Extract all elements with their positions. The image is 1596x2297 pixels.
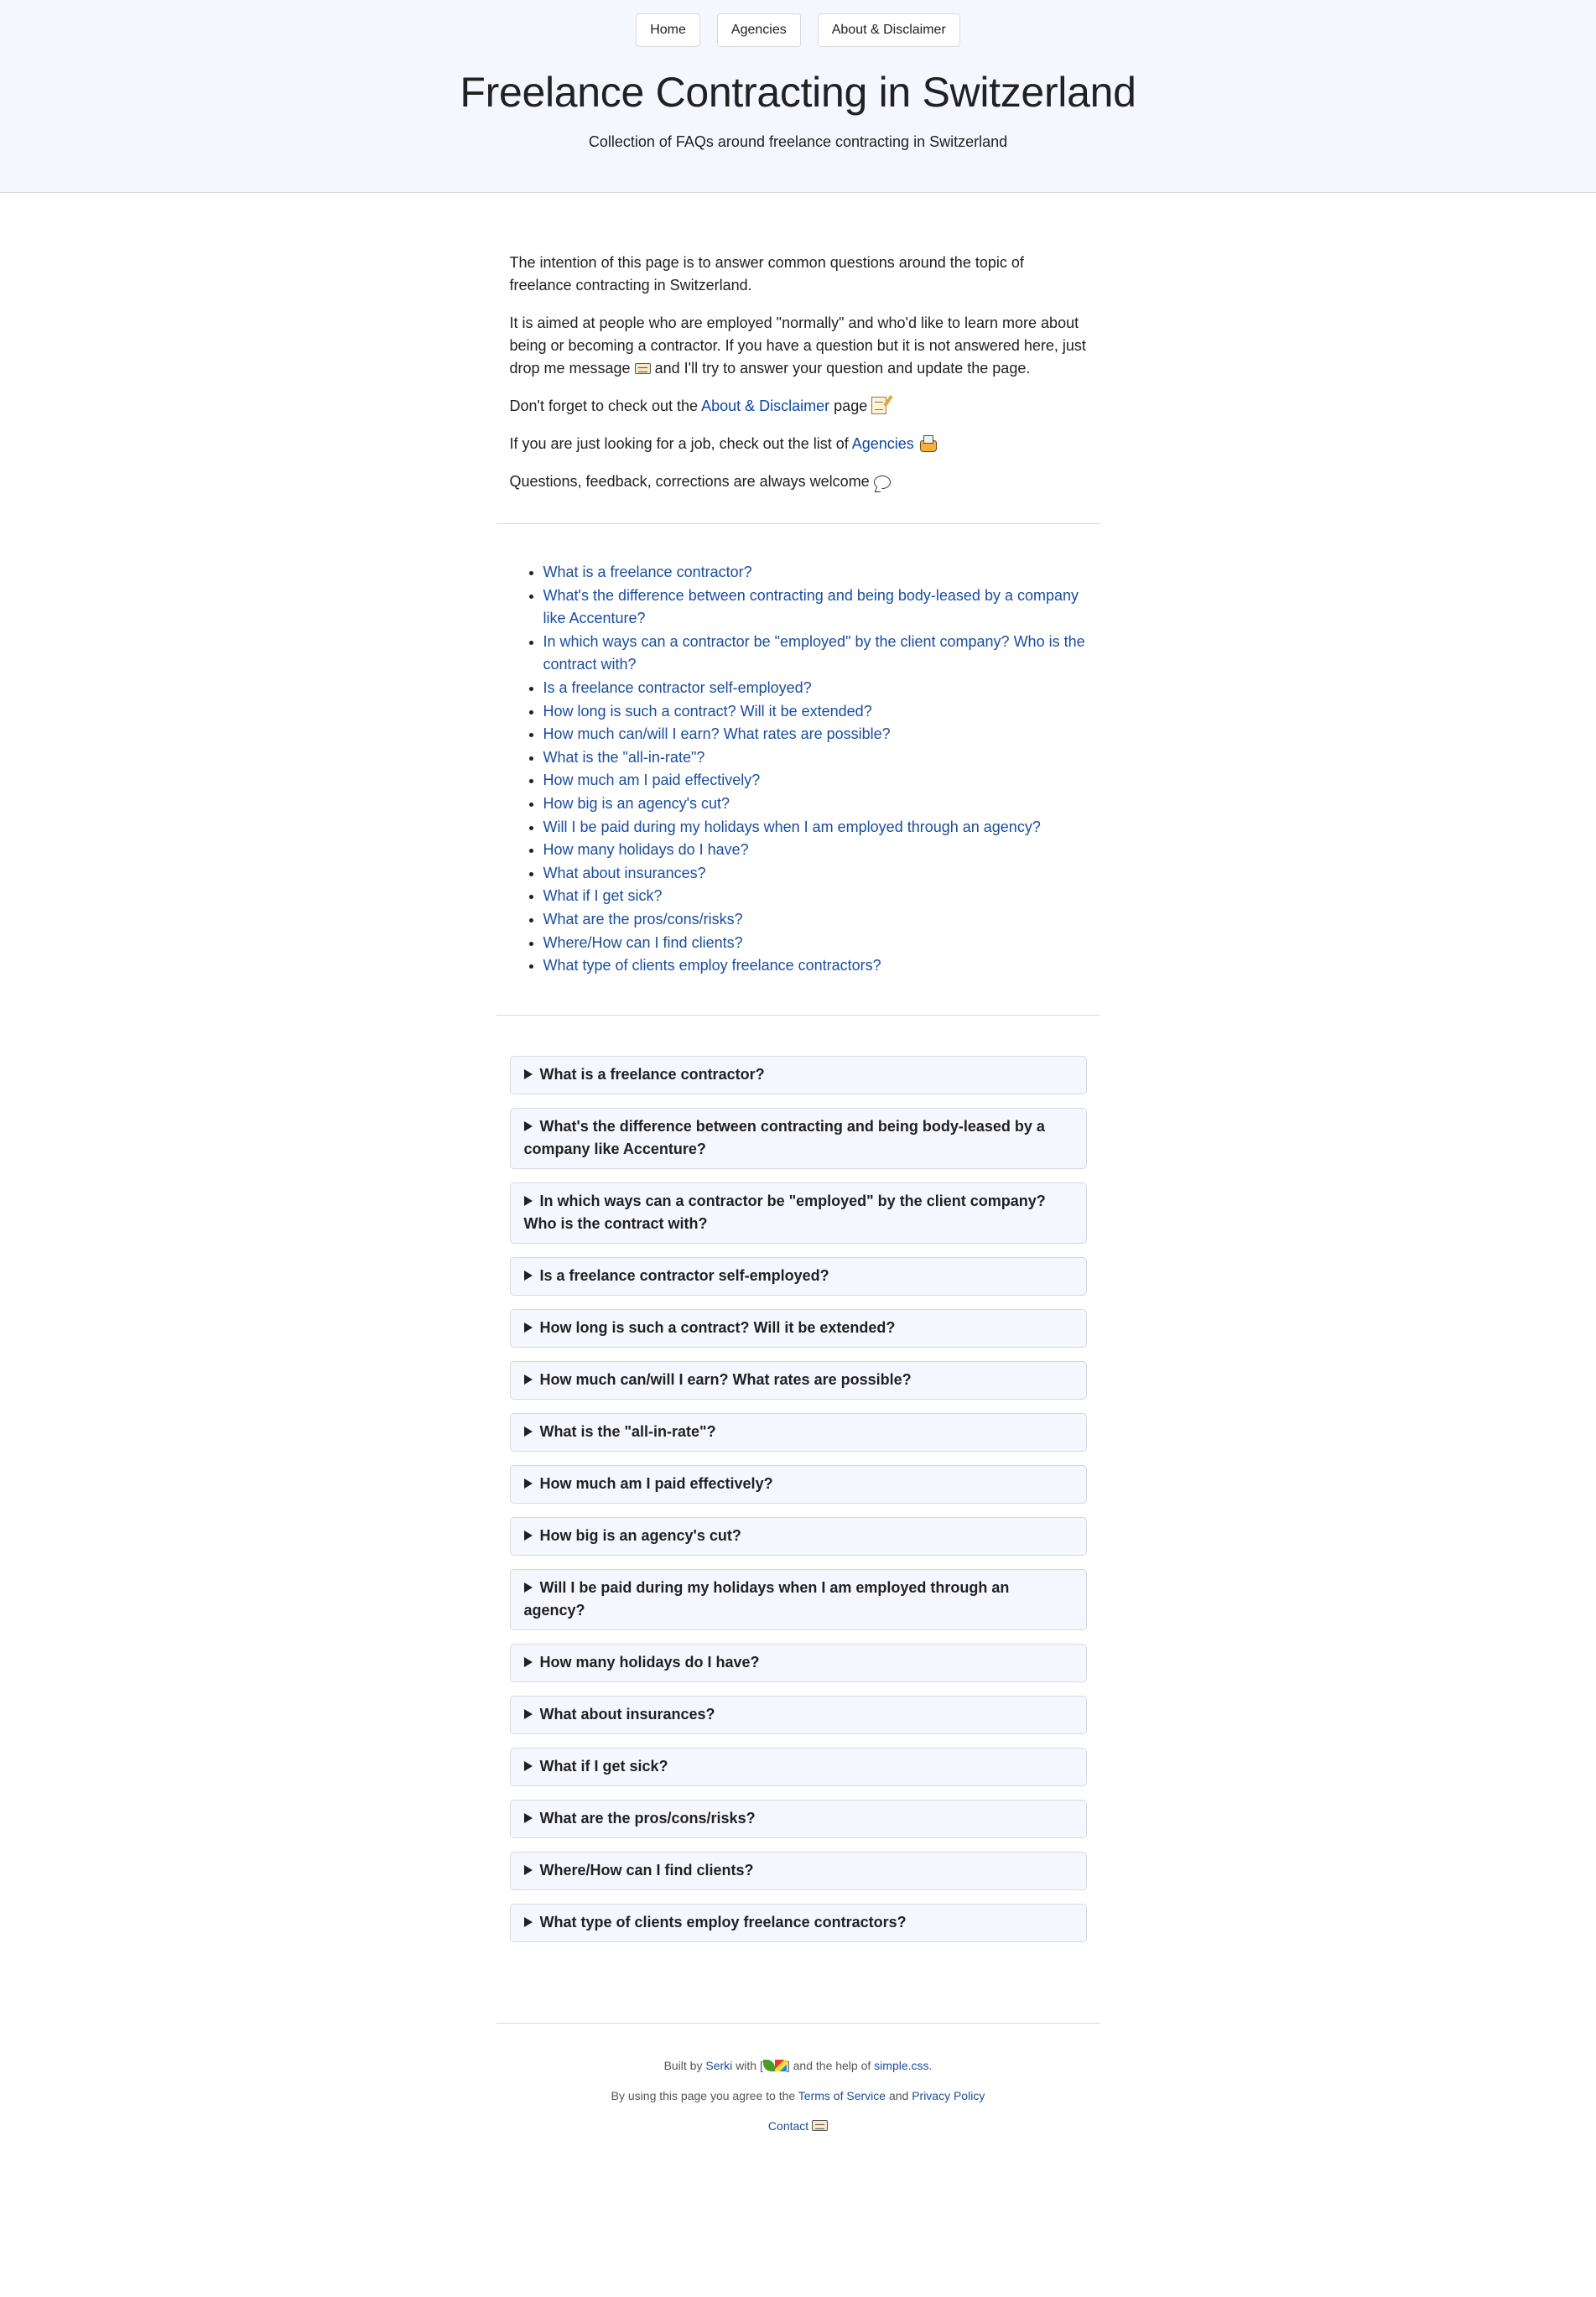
faq-question-toggle[interactable] xyxy=(511,1362,1086,1399)
terms-link[interactable]: Terms of Service xyxy=(798,2088,886,2102)
speech-bubble-icon xyxy=(874,476,891,489)
top-nav xyxy=(0,13,1596,47)
toc-item xyxy=(543,908,1087,932)
faq-question-text: How long is such a contract? Will it be extended? xyxy=(539,1318,896,1336)
intro-section xyxy=(496,252,1100,493)
page-subtitle: Collection of FAQs around freelance contracting in Switzerland xyxy=(588,133,1008,150)
faq-question-toggle[interactable] xyxy=(511,1645,1086,1681)
toc-item xyxy=(543,816,1087,839)
intro-paragraph-1: The intention of this page is to answer common questions around the topic of freelance contracting in Switzerland. xyxy=(509,254,1024,294)
faq-question-toggle[interactable] xyxy=(511,1801,1086,1837)
toc-item xyxy=(543,769,1087,793)
disclosure-triangle-icon xyxy=(524,1865,533,1875)
disclosure-triangle-icon xyxy=(524,1196,533,1206)
disclosure-triangle-icon xyxy=(524,1375,533,1385)
toc-item xyxy=(543,885,1087,908)
faq-question-toggle[interactable] xyxy=(511,1057,1086,1094)
faq-question-toggle[interactable] xyxy=(511,1570,1086,1629)
faq-item xyxy=(510,1361,1087,1400)
faq-item xyxy=(510,1465,1087,1504)
toc-link[interactable]: How many holidays do I have? xyxy=(543,841,749,859)
author-link[interactable]: Serki xyxy=(705,2058,733,2072)
toc-link[interactable]: How long is such a contract? Will it be extended? xyxy=(543,702,872,720)
disclosure-triangle-icon xyxy=(524,1761,533,1771)
nav-about-link[interactable]: About & Disclaimer xyxy=(818,13,960,47)
memo-icon xyxy=(871,397,886,414)
faq-question-toggle[interactable] xyxy=(511,1109,1086,1168)
toc-link[interactable]: What type of clients employ freelance contractors? xyxy=(543,957,881,974)
toc-link[interactable]: Is a freelance contractor self-employed? xyxy=(543,678,812,696)
faq-question-toggle[interactable] xyxy=(511,1749,1086,1785)
toc-item xyxy=(543,746,1087,770)
faq-question-text: What about insurances? xyxy=(539,1705,715,1723)
toc-link[interactable]: What about insurances? xyxy=(543,864,706,881)
faq-item xyxy=(510,1904,1087,1942)
leaf-icon xyxy=(763,2060,775,2071)
faq-item xyxy=(510,1108,1087,1169)
faq-question-text: What's the difference between contracting and being body-leased by a company like Accenture? xyxy=(523,1117,1045,1157)
contact-link[interactable]: Contact xyxy=(767,2118,809,2133)
disclosure-triangle-icon xyxy=(524,1709,533,1719)
toc-link[interactable]: What is the "all-in-rate"? xyxy=(543,748,705,766)
disclosure-triangle-icon xyxy=(524,1657,533,1667)
site-header xyxy=(0,0,1596,193)
faq-item xyxy=(510,1182,1087,1244)
faq-question-text: What is a freelance contractor? xyxy=(539,1065,765,1083)
disclosure-triangle-icon xyxy=(524,1427,533,1437)
faq-item xyxy=(510,1413,1087,1452)
flag-icon xyxy=(775,2060,787,2071)
faq-item xyxy=(510,1852,1087,1890)
faq-question-text: How much can/will I earn? What rates are possible? xyxy=(539,1370,912,1388)
intro-paragraph-4-text: If you are just looking for a job, check out the list of xyxy=(509,435,849,452)
intro-paragraph-3 xyxy=(510,395,1087,418)
faq-question-text: Where/How can I find clients? xyxy=(539,1861,754,1879)
faq-question-toggle[interactable] xyxy=(511,1258,1086,1295)
footer-help: ] and the help of xyxy=(786,2058,871,2072)
faq-question-text: How much am I paid effectively? xyxy=(539,1474,773,1492)
toc-link[interactable]: What are the pros/cons/risks? xyxy=(543,910,743,928)
faq-item xyxy=(510,1517,1087,1556)
faq-question-toggle[interactable] xyxy=(511,1310,1086,1347)
faq-item xyxy=(510,1569,1087,1630)
faq-question-toggle[interactable] xyxy=(511,1905,1086,1941)
intro-paragraph-2 xyxy=(510,312,1087,380)
privacy-link[interactable]: Privacy Policy xyxy=(912,2088,985,2102)
footer-with: with [ xyxy=(736,2058,763,2072)
nav-home-link[interactable]: Home xyxy=(636,13,700,47)
toc-link[interactable]: How much am I paid effectively? xyxy=(543,772,761,789)
faq-item xyxy=(510,1696,1087,1734)
site-footer xyxy=(496,2024,1100,2135)
main-content xyxy=(496,193,1100,2135)
faq-question-text: Is a freelance contractor self-employed? xyxy=(539,1266,829,1284)
faq-item xyxy=(510,1309,1087,1348)
toc-item xyxy=(543,561,1087,585)
toc-link[interactable]: How much can/will I earn? What rates are possible? xyxy=(543,725,891,743)
faq-item xyxy=(510,1644,1087,1682)
faq-question-text: In which ways can a contractor be "employed" by the client company? Who is the contract with? xyxy=(523,1192,1046,1232)
toc-item xyxy=(543,839,1087,862)
divider xyxy=(496,523,1100,524)
intro-paragraph-5 xyxy=(510,470,1087,493)
faq-question-toggle[interactable] xyxy=(511,1183,1086,1243)
nav-agencies-link[interactable]: Agencies xyxy=(717,13,801,47)
faq-item xyxy=(510,1800,1087,1838)
toc-item xyxy=(543,677,1087,700)
agencies-link[interactable]: Agencies xyxy=(851,435,914,452)
simplecss-link[interactable]: simple.css xyxy=(874,2058,929,2072)
faq-question-toggle[interactable] xyxy=(511,1414,1086,1451)
toc-item xyxy=(543,932,1087,955)
toc-item xyxy=(543,793,1087,816)
faq-item xyxy=(510,1056,1087,1094)
envelope-icon xyxy=(635,363,651,374)
faq-question-text: What type of clients employ freelance contractors? xyxy=(539,1913,907,1931)
handshake-icon xyxy=(918,435,937,452)
toc-item xyxy=(543,631,1087,677)
faq-accordion xyxy=(496,1016,1100,1942)
toc-item xyxy=(543,700,1087,724)
faq-question-text: How big is an agency's cut? xyxy=(539,1526,741,1544)
faq-question-toggle[interactable] xyxy=(511,1697,1086,1733)
footer-and: and xyxy=(888,2088,909,2102)
disclosure-triangle-icon xyxy=(524,1323,533,1333)
footer-contact xyxy=(496,2118,1100,2135)
faq-question-text: What are the pros/cons/risks? xyxy=(539,1809,756,1827)
toc-link[interactable]: In which ways can a contractor be "employed" by the client company? Who is the contract with? xyxy=(543,632,1085,673)
disclosure-triangle-icon xyxy=(524,1530,533,1541)
disclosure-triangle-icon xyxy=(524,1069,533,1079)
faq-table-of-contents xyxy=(496,561,1100,978)
faq-question-toggle[interactable] xyxy=(511,1853,1086,1889)
faq-question-text: What if I get sick? xyxy=(539,1757,668,1775)
disclosure-triangle-icon xyxy=(524,1813,533,1823)
intro-paragraph-4 xyxy=(510,433,1087,455)
faq-question-text: Will I be paid during my holidays when I am employed through an agency? xyxy=(523,1578,1010,1619)
faq-item xyxy=(510,1748,1087,1786)
toc-item xyxy=(543,723,1087,746)
disclosure-triangle-icon xyxy=(524,1271,533,1281)
disclosure-triangle-icon xyxy=(524,1121,533,1131)
toc-link[interactable]: Will I be paid during my holidays when I am employed through an agency? xyxy=(543,818,1041,835)
footer-period: . xyxy=(928,2058,933,2072)
faq-item xyxy=(510,1257,1087,1296)
about-disclaimer-link[interactable]: About & Disclaimer xyxy=(701,398,830,414)
toc-link[interactable]: What's the difference between contracting and being body-leased by a company like Accenture? xyxy=(543,586,1079,627)
page-title: Freelance Contracting in Switzerland xyxy=(460,69,1136,116)
intro-paragraph-2-text: It is aimed at people who are employed "normally" and who'd like to learn more about being or becoming a contractor. If you have a question but it is not answered here, just drop me message xyxy=(509,314,1086,377)
footer-agree: By using this page you agree to the xyxy=(611,2088,796,2102)
toc-item xyxy=(543,585,1087,631)
intro-paragraph-3-text: Don't forget to check out the xyxy=(509,398,699,414)
faq-question-text: How many holidays do I have? xyxy=(539,1653,760,1671)
toc-link[interactable]: How big is an agency's cut? xyxy=(543,794,730,812)
faq-question-toggle[interactable] xyxy=(511,1466,1086,1503)
toc-link[interactable]: Where/How can I find clients? xyxy=(543,933,743,951)
footer-built-by: Built by xyxy=(663,2058,703,2072)
disclosure-triangle-icon xyxy=(524,1917,533,1927)
footer-legal xyxy=(496,2087,1100,2105)
intro-paragraph-5-text: Questions, feedback, corrections are always welcome xyxy=(509,473,870,490)
faq-question-toggle[interactable] xyxy=(511,1518,1086,1555)
disclosure-triangle-icon xyxy=(524,1478,533,1489)
toc-item xyxy=(543,862,1087,886)
disclosure-triangle-icon xyxy=(524,1582,533,1593)
toc-link[interactable]: What is a freelance contractor? xyxy=(543,564,752,580)
intro-paragraph-2-tail: and I'll try to answer your question and update the page. xyxy=(654,360,1031,377)
envelope-icon xyxy=(812,2120,828,2131)
toc-link[interactable]: What if I get sick? xyxy=(543,887,663,905)
footer-credits xyxy=(496,2057,1100,2075)
faq-question-text: What is the "all-in-rate"? xyxy=(539,1422,716,1440)
intro-paragraph-3-tail: page xyxy=(834,398,868,414)
toc-item xyxy=(543,954,1087,978)
